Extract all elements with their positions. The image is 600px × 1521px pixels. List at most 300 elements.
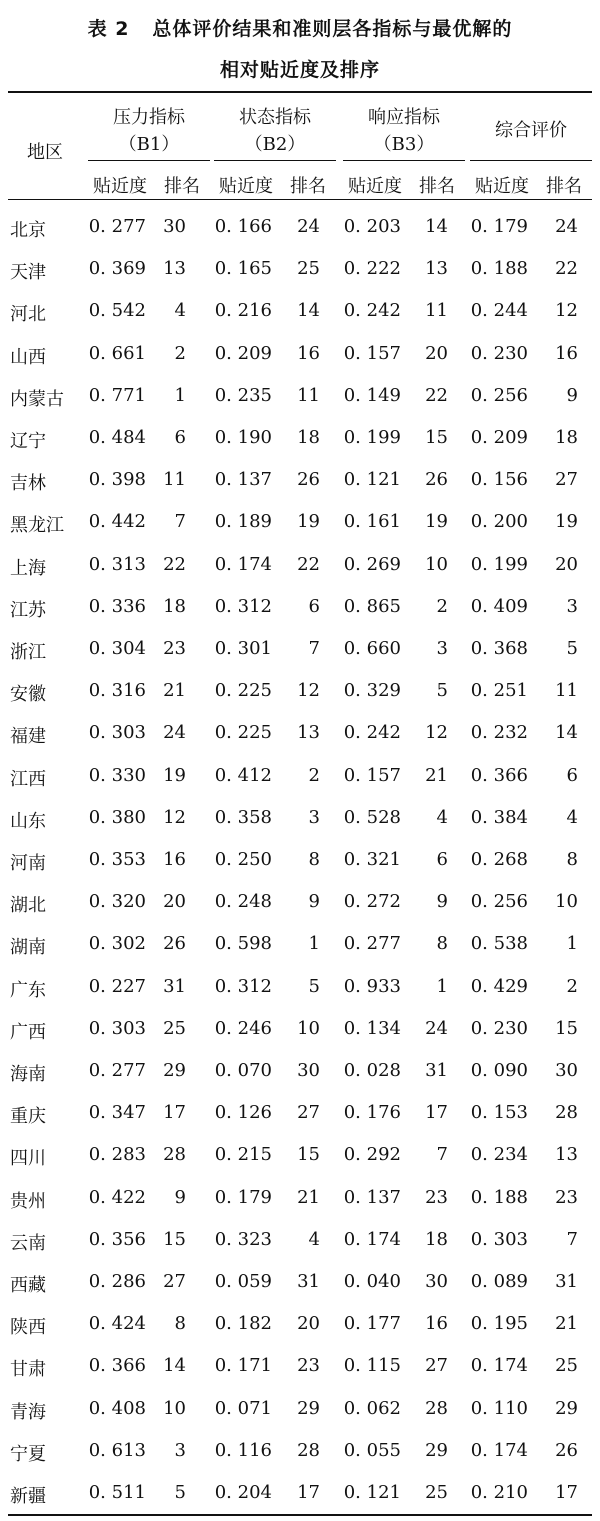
region-cell: 黑龙江 [10,515,64,536]
composite-closeness-cell: 0. 210 [470,1482,528,1503]
composite-closeness-cell: 0. 090 [470,1060,528,1081]
b3-closeness-cell: 0. 242 [343,722,401,743]
composite-closeness-cell: 0. 089 [470,1271,528,1292]
region-cell: 湖北 [10,895,46,916]
composite-rank-cell: 15 [555,1018,578,1039]
b2-rank-cell: 23 [297,1355,320,1376]
b1-rank-cell: 17 [163,1102,186,1123]
composite-rank-cell: 12 [555,300,578,321]
b3-closeness-cell: 0. 176 [343,1102,401,1123]
b2-rank-cell: 21 [297,1187,320,1208]
b3-rank-cell: 12 [425,722,448,743]
region-cell: 湖南 [10,937,46,958]
b1-closeness-cell: 0. 442 [88,511,146,532]
b2-closeness-cell: 0. 137 [214,469,272,490]
composite-rank-cell: 18 [555,427,578,448]
header-b1-code: （B1） [118,134,180,155]
b3-closeness-cell: 0. 242 [343,300,401,321]
b3-closeness-cell: 0. 660 [343,638,401,659]
header-b1-name: 压力指标 [113,107,185,128]
header-rule [8,199,592,200]
b1-rank-cell: 28 [163,1144,186,1165]
b3-rank-cell: 9 [436,891,448,912]
composite-rank-cell: 8 [566,849,578,870]
region-cell: 青海 [10,1402,46,1423]
composite-closeness-cell: 0. 174 [470,1440,528,1461]
b3-rank-cell: 24 [425,1018,448,1039]
b3-rank-cell: 26 [425,469,448,490]
b3-rank-cell: 20 [425,343,448,364]
b1-rank-cell: 16 [163,849,186,870]
b2-rank-cell: 2 [308,765,320,786]
b1-rank-cell: 7 [174,511,186,532]
b2-closeness-cell: 0. 165 [214,258,272,279]
header-region: 地区 [27,142,63,163]
b1-closeness-cell: 0. 277 [88,216,146,237]
b3-closeness-cell: 0. 321 [343,849,401,870]
b2-closeness-cell: 0. 204 [214,1482,272,1503]
b3-rank-cell: 18 [425,1229,448,1250]
b2-closeness-cell: 0. 312 [214,976,272,997]
composite-closeness-cell: 0. 200 [470,511,528,532]
b1-rank-cell: 19 [163,765,186,786]
b1-closeness-cell: 0. 408 [88,1398,146,1419]
b1-rank-cell: 5 [174,1482,186,1503]
composite-closeness-cell: 0. 251 [470,680,528,701]
composite-rank-cell: 16 [555,343,578,364]
b2-closeness-cell: 0. 246 [214,1018,272,1039]
region-cell: 新疆 [10,1486,46,1507]
b3-closeness-cell: 0. 157 [343,765,401,786]
composite-closeness-cell: 0. 188 [470,1187,528,1208]
composite-rank-cell: 4 [566,807,578,828]
b2-closeness-cell: 0. 358 [214,807,272,828]
composite-rank-cell: 25 [555,1355,578,1376]
b3-rank-cell: 3 [436,638,448,659]
composite-closeness-cell: 0. 256 [470,385,528,406]
b1-rank-cell: 22 [163,554,186,575]
header-composite-name: 综合评价 [495,120,567,141]
b1-closeness-cell: 0. 286 [88,1271,146,1292]
table-title-line2: 相对贴近度及排序 [219,59,380,81]
b3-rank-cell: 7 [436,1144,448,1165]
b2-closeness-cell: 0. 071 [214,1398,272,1419]
b3-rank-cell: 15 [425,427,448,448]
region-cell: 河南 [10,853,46,874]
b1-closeness-cell: 0. 353 [88,849,146,870]
region-cell: 重庆 [10,1106,46,1127]
b2-rank-cell: 16 [297,343,320,364]
b2-closeness-cell: 0. 235 [214,385,272,406]
header-b2-closeness: 贴近度 [219,176,273,197]
composite-closeness-cell: 0. 199 [470,554,528,575]
composite-closeness-cell: 0. 256 [470,891,528,912]
b1-rank-cell: 3 [174,1440,186,1461]
b1-closeness-cell: 0. 304 [88,638,146,659]
b1-rank-cell: 30 [163,216,186,237]
b3-rank-cell: 2 [436,596,448,617]
composite-rank-cell: 31 [555,1271,578,1292]
composite-rank-cell: 29 [555,1398,578,1419]
composite-rank-cell: 27 [555,469,578,490]
b2-closeness-cell: 0. 209 [214,343,272,364]
composite-closeness-cell: 0. 538 [470,933,528,954]
b3-closeness-cell: 0. 121 [343,469,401,490]
header-b3-underline [343,160,465,161]
b2-closeness-cell: 0. 301 [214,638,272,659]
composite-closeness-cell: 0. 230 [470,343,528,364]
region-cell: 江西 [10,769,46,790]
b2-rank-cell: 6 [308,596,320,617]
composite-rank-cell: 19 [555,511,578,532]
b2-closeness-cell: 0. 215 [214,1144,272,1165]
b2-rank-cell: 12 [297,680,320,701]
b3-closeness-cell: 0. 157 [343,343,401,364]
b3-rank-cell: 10 [425,554,448,575]
b2-closeness-cell: 0. 225 [214,680,272,701]
b3-rank-cell: 5 [436,680,448,701]
b3-rank-cell: 11 [425,300,448,321]
composite-closeness-cell: 0. 303 [470,1229,528,1250]
b2-closeness-cell: 0. 179 [214,1187,272,1208]
composite-closeness-cell: 0. 232 [470,722,528,743]
top-rule [8,91,592,93]
b2-closeness-cell: 0. 250 [214,849,272,870]
b1-closeness-cell: 0. 302 [88,933,146,954]
b3-rank-cell: 8 [436,933,448,954]
header-b1-rank: 排名 [164,176,200,197]
b1-rank-cell: 25 [163,1018,186,1039]
b2-closeness-cell: 0. 312 [214,596,272,617]
composite-closeness-cell: 0. 179 [470,216,528,237]
b1-closeness-cell: 0. 398 [88,469,146,490]
b2-closeness-cell: 0. 059 [214,1271,272,1292]
b3-rank-cell: 30 [425,1271,448,1292]
b3-closeness-cell: 0. 137 [343,1187,401,1208]
composite-closeness-cell: 0. 153 [470,1102,528,1123]
composite-rank-cell: 26 [555,1440,578,1461]
region-cell: 吉林 [10,473,46,494]
composite-rank-cell: 13 [555,1144,578,1165]
b1-closeness-cell: 0. 330 [88,765,146,786]
b1-rank-cell: 10 [163,1398,186,1419]
region-cell: 陕西 [10,1317,46,1338]
b2-rank-cell: 25 [297,258,320,279]
header-b2-code: （B2） [244,134,306,155]
b1-closeness-cell: 0. 303 [88,1018,146,1039]
b2-rank-cell: 28 [297,1440,320,1461]
b1-rank-cell: 4 [174,300,186,321]
header-b3-name: 响应指标 [368,107,440,128]
b1-closeness-cell: 0. 424 [88,1313,146,1334]
composite-closeness-cell: 0. 366 [470,765,528,786]
b3-closeness-cell: 0. 528 [343,807,401,828]
region-cell: 山东 [10,811,46,832]
b3-closeness-cell: 0. 055 [343,1440,401,1461]
b3-rank-cell: 28 [425,1398,448,1419]
composite-rank-cell: 17 [555,1482,578,1503]
composite-rank-cell: 24 [555,216,578,237]
b3-rank-cell: 21 [425,765,448,786]
header-b2-rank: 排名 [290,176,326,197]
b1-closeness-cell: 0. 369 [88,258,146,279]
header-composite-underline [470,160,592,161]
composite-rank-cell: 7 [566,1229,578,1250]
region-cell: 河北 [10,304,46,325]
composite-closeness-cell: 0. 110 [470,1398,528,1419]
b3-closeness-cell: 0. 292 [343,1144,401,1165]
b2-rank-cell: 22 [297,554,320,575]
table-title-line1: 总体评价结果和准则层各指标与最优解的 [152,18,513,40]
region-cell: 海南 [10,1064,46,1085]
region-cell: 浙江 [10,642,46,663]
header-b2-name: 状态指标 [239,107,311,128]
b1-closeness-cell: 0. 283 [88,1144,146,1165]
b1-closeness-cell: 0. 366 [88,1355,146,1376]
b2-closeness-cell: 0. 116 [214,1440,272,1461]
composite-closeness-cell: 0. 384 [470,807,528,828]
composite-closeness-cell: 0. 174 [470,1355,528,1376]
region-cell: 江苏 [10,600,46,621]
region-cell: 四川 [10,1148,46,1169]
b3-rank-cell: 19 [425,511,448,532]
region-cell: 广西 [10,1022,46,1043]
b1-closeness-cell: 0. 380 [88,807,146,828]
b1-rank-cell: 27 [163,1271,186,1292]
composite-rank-cell: 9 [566,385,578,406]
composite-rank-cell: 6 [566,765,578,786]
composite-closeness-cell: 0. 429 [470,976,528,997]
b2-rank-cell: 30 [297,1060,320,1081]
b1-closeness-cell: 0. 227 [88,976,146,997]
b2-closeness-cell: 0. 248 [214,891,272,912]
b2-rank-cell: 4 [308,1229,320,1250]
b3-closeness-cell: 0. 174 [343,1229,401,1250]
bottom-rule [8,1514,592,1516]
b2-closeness-cell: 0. 323 [214,1229,272,1250]
header-b2-underline [214,160,336,161]
composite-closeness-cell: 0. 268 [470,849,528,870]
b2-rank-cell: 11 [297,385,320,406]
composite-closeness-cell: 0. 230 [470,1018,528,1039]
b2-closeness-cell: 0. 171 [214,1355,272,1376]
b3-rank-cell: 31 [425,1060,448,1081]
b1-rank-cell: 18 [163,596,186,617]
b3-rank-cell: 27 [425,1355,448,1376]
composite-closeness-cell: 0. 156 [470,469,528,490]
composite-closeness-cell: 0. 234 [470,1144,528,1165]
b3-rank-cell: 17 [425,1102,448,1123]
b2-closeness-cell: 0. 070 [214,1060,272,1081]
region-cell: 内蒙古 [10,389,64,410]
b3-rank-cell: 6 [436,849,448,870]
b3-rank-cell: 16 [425,1313,448,1334]
b3-closeness-cell: 0. 149 [343,385,401,406]
composite-closeness-cell: 0. 195 [470,1313,528,1334]
region-cell: 上海 [10,558,46,579]
b2-rank-cell: 26 [297,469,320,490]
b1-closeness-cell: 0. 661 [88,343,146,364]
composite-rank-cell: 21 [555,1313,578,1334]
b2-closeness-cell: 0. 174 [214,554,272,575]
b1-closeness-cell: 0. 347 [88,1102,146,1123]
composite-rank-cell: 3 [566,596,578,617]
b2-rank-cell: 5 [308,976,320,997]
b1-closeness-cell: 0. 422 [88,1187,146,1208]
b1-rank-cell: 31 [163,976,186,997]
b2-closeness-cell: 0. 216 [214,300,272,321]
b2-rank-cell: 20 [297,1313,320,1334]
b2-closeness-cell: 0. 225 [214,722,272,743]
b2-closeness-cell: 0. 412 [214,765,272,786]
b1-rank-cell: 15 [163,1229,186,1250]
b2-rank-cell: 14 [297,300,320,321]
composite-rank-cell: 23 [555,1187,578,1208]
header-b3-code: （B3） [373,134,435,155]
b1-closeness-cell: 0. 336 [88,596,146,617]
region-cell: 西藏 [10,1275,46,1296]
b2-rank-cell: 9 [308,891,320,912]
region-cell: 甘肃 [10,1359,46,1380]
b1-closeness-cell: 0. 542 [88,300,146,321]
b3-closeness-cell: 0. 177 [343,1313,401,1334]
b3-closeness-cell: 0. 040 [343,1271,401,1292]
b1-closeness-cell: 0. 320 [88,891,146,912]
b1-rank-cell: 9 [174,1187,186,1208]
b1-rank-cell: 29 [163,1060,186,1081]
b3-closeness-cell: 0. 134 [343,1018,401,1039]
b3-closeness-cell: 0. 062 [343,1398,401,1419]
b3-closeness-cell: 0. 933 [343,976,401,997]
b2-closeness-cell: 0. 598 [214,933,272,954]
b2-rank-cell: 19 [297,511,320,532]
b2-rank-cell: 3 [308,807,320,828]
b2-rank-cell: 15 [297,1144,320,1165]
b3-rank-cell: 4 [436,807,448,828]
composite-rank-cell: 10 [555,891,578,912]
b1-rank-cell: 23 [163,638,186,659]
b2-closeness-cell: 0. 182 [214,1313,272,1334]
b1-closeness-cell: 0. 277 [88,1060,146,1081]
region-cell: 贵州 [10,1191,46,1212]
composite-rank-cell: 30 [555,1060,578,1081]
b3-closeness-cell: 0. 269 [343,554,401,575]
header-b3-rank: 排名 [419,176,455,197]
b3-closeness-cell: 0. 272 [343,891,401,912]
table-caption-line1 [0,14,600,41]
b2-rank-cell: 7 [308,638,320,659]
b3-rank-cell: 13 [425,258,448,279]
b3-closeness-cell: 0. 865 [343,596,401,617]
b2-closeness-cell: 0. 189 [214,511,272,532]
region-cell: 安徽 [10,684,46,705]
b2-rank-cell: 31 [297,1271,320,1292]
b3-rank-cell: 14 [425,216,448,237]
b2-closeness-cell: 0. 166 [214,216,272,237]
b1-rank-cell: 13 [163,258,186,279]
b2-rank-cell: 8 [308,849,320,870]
b1-closeness-cell: 0. 356 [88,1229,146,1250]
region-cell: 山西 [10,347,46,368]
b1-closeness-cell: 0. 316 [88,680,146,701]
b3-closeness-cell: 0. 115 [343,1355,401,1376]
header-composite-closeness: 贴近度 [475,176,529,197]
composite-rank-cell: 28 [555,1102,578,1123]
b1-rank-cell: 12 [163,807,186,828]
b1-rank-cell: 11 [163,469,186,490]
composite-closeness-cell: 0. 368 [470,638,528,659]
b1-closeness-cell: 0. 484 [88,427,146,448]
b3-closeness-cell: 0. 277 [343,933,401,954]
region-cell: 天津 [10,262,46,283]
b1-closeness-cell: 0. 303 [88,722,146,743]
composite-rank-cell: 22 [555,258,578,279]
region-cell: 福建 [10,726,46,747]
region-cell: 云南 [10,1233,46,1254]
region-cell: 北京 [10,220,46,241]
b3-rank-cell: 29 [425,1440,448,1461]
composite-rank-cell: 1 [566,933,578,954]
b2-rank-cell: 18 [297,427,320,448]
b1-closeness-cell: 0. 511 [88,1482,146,1503]
b2-closeness-cell: 0. 190 [214,427,272,448]
composite-closeness-cell: 0. 244 [470,300,528,321]
composite-closeness-cell: 0. 209 [470,427,528,448]
b3-closeness-cell: 0. 028 [343,1060,401,1081]
composite-rank-cell: 11 [555,680,578,701]
header-b1-closeness: 贴近度 [93,176,147,197]
b1-closeness-cell: 0. 613 [88,1440,146,1461]
region-cell: 宁夏 [10,1444,46,1465]
b3-closeness-cell: 0. 161 [343,511,401,532]
b1-rank-cell: 24 [163,722,186,743]
b1-closeness-cell: 0. 771 [88,385,146,406]
header-b1-underline [88,160,210,161]
composite-rank-cell: 20 [555,554,578,575]
b2-rank-cell: 1 [308,933,320,954]
b1-rank-cell: 20 [163,891,186,912]
b3-closeness-cell: 0. 203 [343,216,401,237]
b2-rank-cell: 10 [297,1018,320,1039]
b3-closeness-cell: 0. 121 [343,1482,401,1503]
b1-rank-cell: 21 [163,680,186,701]
composite-rank-cell: 14 [555,722,578,743]
b2-rank-cell: 27 [297,1102,320,1123]
b3-rank-cell: 23 [425,1187,448,1208]
composite-closeness-cell: 0. 409 [470,596,528,617]
b3-closeness-cell: 0. 222 [343,258,401,279]
b1-closeness-cell: 0. 313 [88,554,146,575]
b1-rank-cell: 1 [174,385,186,406]
b1-rank-cell: 6 [174,427,186,448]
composite-rank-cell: 2 [566,976,578,997]
b3-closeness-cell: 0. 329 [343,680,401,701]
b3-rank-cell: 25 [425,1482,448,1503]
b1-rank-cell: 8 [174,1313,186,1334]
region-cell: 辽宁 [10,431,46,452]
b1-rank-cell: 26 [163,933,186,954]
header-composite-rank: 排名 [546,176,582,197]
header-b3-closeness: 贴近度 [348,176,402,197]
region-cell: 广东 [10,980,46,1001]
composite-rank-cell: 5 [566,638,578,659]
b2-rank-cell: 17 [297,1482,320,1503]
b2-rank-cell: 24 [297,216,320,237]
b2-rank-cell: 13 [297,722,320,743]
b1-rank-cell: 14 [163,1355,186,1376]
b1-rank-cell: 2 [174,343,186,364]
composite-closeness-cell: 0. 188 [470,258,528,279]
